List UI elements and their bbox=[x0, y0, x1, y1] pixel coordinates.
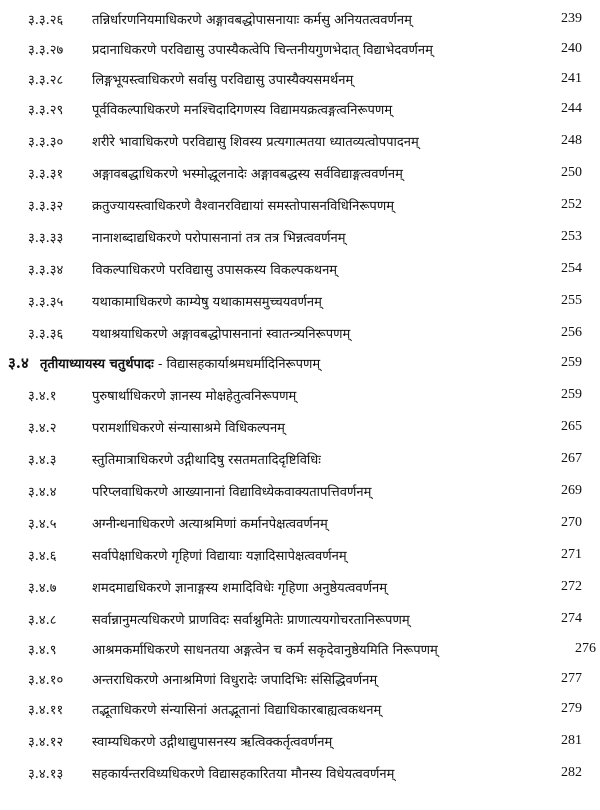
section-subtitle: - विद्यासहकार्याश्रमधर्मादिनिरूपणम् bbox=[153, 357, 321, 372]
section-number: ३.४ bbox=[8, 354, 29, 372]
entry-title: सहकार्यन्तरविध्यधिकरणे विद्यासहकारितया मौनस्य विधेयत्ववर्णनम् bbox=[92, 767, 395, 782]
entry-number: ३.४.४ bbox=[28, 485, 57, 500]
entry-page: 254 bbox=[561, 261, 582, 276]
entry-page: 244 bbox=[561, 101, 582, 116]
entry-page: 253 bbox=[561, 229, 582, 244]
entry-number: ३.३.३६ bbox=[28, 327, 64, 342]
section-title bbox=[40, 354, 540, 372]
entry-page: 259 bbox=[561, 387, 582, 402]
toc-entry bbox=[0, 318, 600, 348]
entry-page: 255 bbox=[561, 293, 582, 308]
toc-entry bbox=[0, 664, 600, 694]
entry-page: 277 bbox=[561, 671, 582, 686]
toc-entry bbox=[0, 254, 600, 284]
entry-number: ३.४.५ bbox=[28, 517, 57, 532]
entry-title: यथाकामाधिकरणे काम्येषु यथाकामसमुच्चयवर्णनम् bbox=[92, 295, 322, 310]
entry-page: 270 bbox=[561, 515, 582, 530]
entry-title: लिङ्गभूयस्त्वाधिकरणे सर्वासु परविद्यासु उपास्यैक्यसमर्थनम् bbox=[92, 73, 354, 88]
entry-number: ३.४.१२ bbox=[28, 735, 64, 750]
entry-title: परिप्लवाधिकरणे आख्यानानां विद्याविध्येकवाक्यतापत्तिवर्णनम् bbox=[92, 485, 372, 500]
toc-entry bbox=[0, 190, 600, 220]
entry-title: अन्तराधिकरणे अनाश्रमिणां विधुरादेः जपादिभिः संसिद्धिवर्णनम् bbox=[92, 673, 378, 688]
entry-number: ३.३.२६ bbox=[28, 13, 64, 28]
toc-entry bbox=[0, 34, 600, 64]
entry-number: ३.४.७ bbox=[28, 581, 57, 596]
entry-number: ३.४.६ bbox=[28, 549, 57, 564]
entry-page: 248 bbox=[561, 133, 582, 148]
entry-page: 267 bbox=[561, 451, 582, 466]
entry-title: यथाश्रयाधिकरणे अङ्गावबद्धोपासनानां स्वातन्त्र्यनिरूपणम् bbox=[92, 327, 351, 342]
entry-number: ३.३.३२ bbox=[28, 199, 64, 214]
entry-number: ३.४.३ bbox=[28, 453, 57, 468]
toc-entry bbox=[0, 540, 600, 570]
entry-title: स्वाम्यधिकरणे उद्गीथाद्युपासनस्य ऋत्विक्कर्तृत्ववर्णनम् bbox=[92, 735, 333, 750]
toc-entry bbox=[0, 94, 600, 124]
entry-title: नानाशब्दाद्यधिकरणे परोपासनानां तत्र तत्र भिन्नत्ववर्णनम् bbox=[92, 231, 346, 246]
entry-page: 276 bbox=[575, 641, 596, 656]
entry-number: ३.४.८ bbox=[28, 613, 57, 628]
section-heading: तृतीयाध्यायस्य चतुर्थपादः bbox=[40, 357, 154, 372]
entry-number: ३.३.२७ bbox=[28, 43, 64, 58]
toc-entry bbox=[0, 572, 600, 602]
toc-entry bbox=[0, 222, 600, 252]
entry-page: 256 bbox=[561, 325, 582, 340]
toc-entry bbox=[0, 380, 600, 410]
entry-number: ३.४.११ bbox=[28, 703, 64, 718]
entry-title: पुरुषार्थाधिकरणे ज्ञानस्य मोक्षहेतुत्वनिरूपणम् bbox=[92, 389, 297, 404]
entry-page: 240 bbox=[561, 41, 582, 56]
toc-entry bbox=[0, 508, 600, 538]
entry-title: अङ्गावबद्धाधिकरणे भस्मोद्धूलनादेः अङ्गावबद्धस्य सर्वविद्याङ्गत्ववर्णनम् bbox=[92, 167, 403, 182]
entry-page: 281 bbox=[561, 733, 582, 748]
entry-title: विकल्पाधिकरणे परविद्यासु उपासकस्य विकल्पकथनम् bbox=[92, 263, 338, 278]
toc-entry bbox=[0, 4, 600, 34]
toc-entry bbox=[0, 604, 600, 634]
entry-page: 272 bbox=[561, 579, 582, 594]
entry-number: ३.३.२९ bbox=[28, 103, 64, 118]
toc-entry bbox=[0, 694, 600, 724]
entry-title: सर्वापेक्षाधिकरणे गृहिणां विद्यायाः यज्ञादिसापेक्षत्ववर्णनम् bbox=[92, 549, 347, 564]
entry-number: ३.४.९ bbox=[28, 643, 57, 658]
entry-page: 265 bbox=[561, 419, 582, 434]
entry-page: 239 bbox=[561, 11, 582, 26]
entry-number: ३.४.१० bbox=[28, 673, 64, 688]
entry-number: ३.३.३० bbox=[28, 135, 64, 150]
entry-page: 274 bbox=[561, 611, 582, 626]
entry-title: तन्निर्धारणनियमाधिकरणे अङ्गावबद्धोपासनायाः कर्मसु अनियतत्ववर्णनम् bbox=[92, 13, 412, 28]
entry-title: क्रतुज्यायस्त्वाधिकरणे वैश्वानरविद्यायां समस्तोपासनविधिनिरूपणम् bbox=[92, 199, 394, 214]
toc-entry bbox=[0, 758, 600, 788]
entry-number: ३.४.२ bbox=[28, 421, 57, 436]
entry-page: 241 bbox=[561, 71, 582, 86]
section-heading-row bbox=[0, 348, 600, 378]
entry-number: ३.४.१३ bbox=[28, 767, 64, 782]
entry-page: 250 bbox=[561, 165, 582, 180]
toc-entry bbox=[0, 286, 600, 316]
entry-title: तद्भूताधिकरणे संन्यासिनां अतद्भूतानां विद्याधिकारबाह्यत्वकथनम् bbox=[92, 703, 382, 718]
entry-number: ३.३.३४ bbox=[28, 263, 64, 278]
entry-title: स्तुतिमात्राधिकरणे उद्गीथादिषु रसतमतादिदृष्टिविधिः bbox=[92, 453, 321, 468]
entry-number: ३.३.३१ bbox=[28, 167, 64, 182]
entry-title: शरीरे भावाधिकरणे परविद्यासु शिवस्य प्रत्यगात्मतया ध्यातव्यत्वोपपादनम् bbox=[92, 135, 419, 150]
toc-entry bbox=[0, 634, 600, 664]
toc-entry bbox=[0, 412, 600, 442]
entry-page: 282 bbox=[561, 765, 582, 780]
entry-page: 279 bbox=[561, 701, 582, 716]
entry-title: अग्नीन्धनाधिकरणे अत्याश्रमिणां कर्मानपेक्षत्ववर्णनम् bbox=[92, 517, 328, 532]
entry-title: प्रदानाधिकरणे परविद्यासु उपास्यैकत्वेपि चिन्तनीयगुणभेदात् विद्याभेदवर्णनम् bbox=[92, 43, 433, 58]
section-page: 259 bbox=[561, 355, 582, 370]
entry-title: सर्वान्नानुमत्यधिकरणे प्राणविदः सर्वाश्नुमितेः प्राणात्ययगोचरतानिरूपणम् bbox=[92, 613, 410, 628]
entry-number: ३.३.२८ bbox=[28, 73, 64, 88]
entry-title: परामर्शाधिकरणे संन्यासाश्रमे विधिकल्पनम् bbox=[92, 421, 285, 436]
entry-page: 252 bbox=[561, 197, 582, 212]
entry-title: शमदमाद्यधिकरणे ज्ञानाङ्गस्य शमादिविधेः गृहिणा अनुष्ठेयत्ववर्णनम् bbox=[92, 581, 388, 596]
entry-page: 271 bbox=[561, 547, 582, 562]
toc-entry bbox=[0, 444, 600, 474]
entry-number: ३.४.१ bbox=[28, 389, 57, 404]
entry-page: 269 bbox=[561, 483, 582, 498]
toc-entry bbox=[0, 726, 600, 756]
toc-entry bbox=[0, 126, 600, 156]
entry-title: आश्रमकर्माधिकरणे साधनतया अङ्गत्वेन च कर्म सकृदेवानुष्ठेयमिति निरूपणम् bbox=[92, 643, 438, 658]
toc-entry bbox=[0, 64, 600, 94]
entry-number: ३.३.३३ bbox=[28, 231, 64, 246]
toc-entry bbox=[0, 158, 600, 188]
entry-number: ३.३.३५ bbox=[28, 295, 64, 310]
toc-entry bbox=[0, 476, 600, 506]
entry-title: पूर्वविकल्पाधिकरणे मनश्चिदादिगणस्य विद्यामयक्रत्वङ्गत्वनिरूपणम् bbox=[92, 103, 393, 118]
